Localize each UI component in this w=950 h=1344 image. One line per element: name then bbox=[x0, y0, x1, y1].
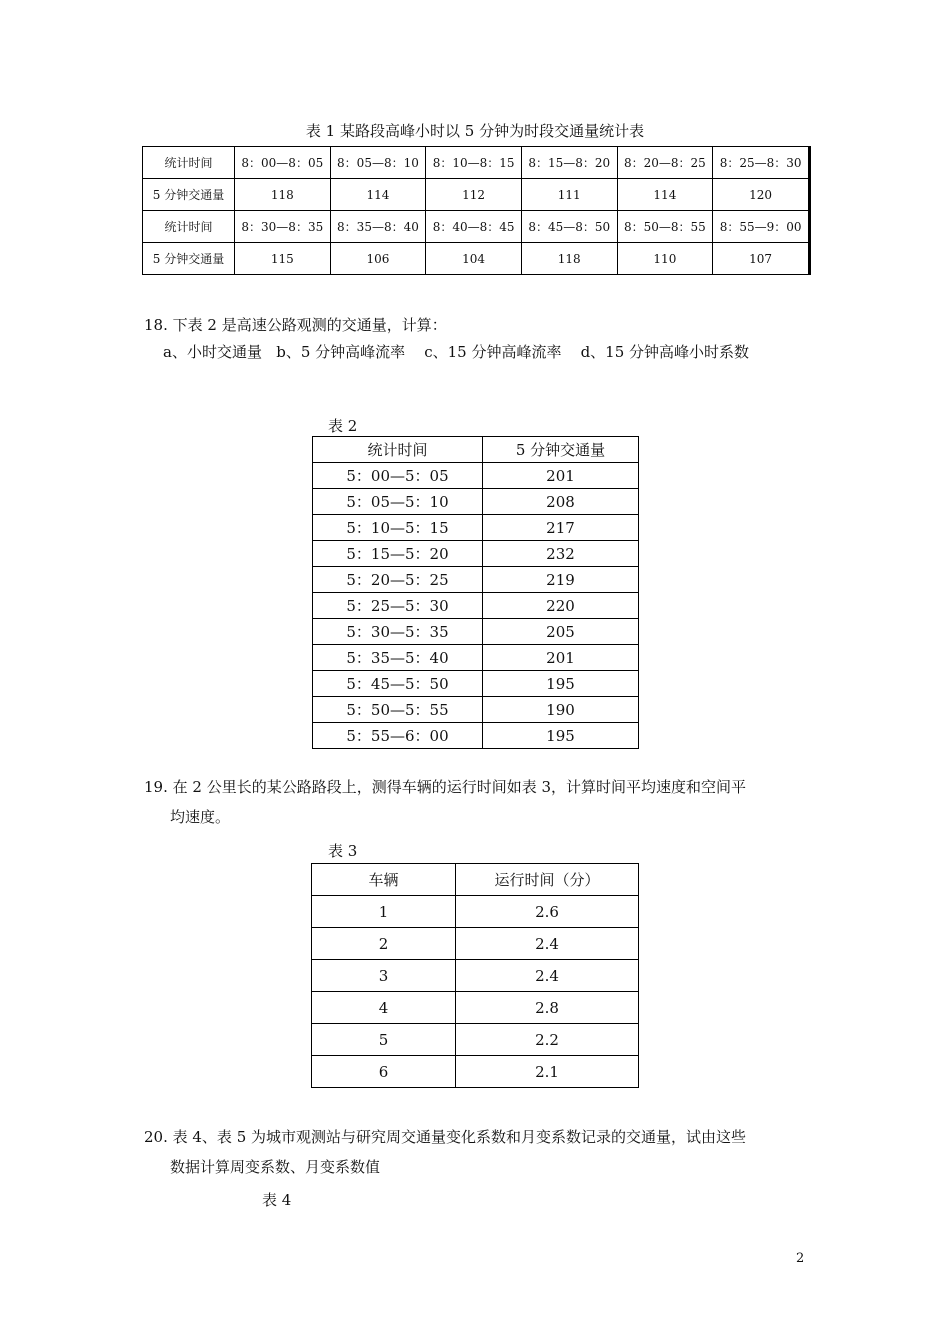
table-cell: 8：55—9：00 bbox=[713, 211, 810, 243]
table-cell: 统计时间 bbox=[143, 147, 235, 179]
table-header-cell: 5 分钟交通量 bbox=[483, 437, 639, 463]
table-row bbox=[312, 1056, 639, 1088]
table-cell: 3 bbox=[312, 960, 456, 992]
table-cell: 219 bbox=[483, 567, 639, 593]
table2-body bbox=[313, 437, 639, 749]
table-row bbox=[143, 179, 810, 211]
table-cell: 220 bbox=[483, 593, 639, 619]
table-cell: 5：35—5：40 bbox=[313, 645, 483, 671]
table-row bbox=[143, 211, 810, 243]
table-cell: 5：10—5：15 bbox=[313, 515, 483, 541]
table-row bbox=[312, 928, 639, 960]
table-cell: 2.8 bbox=[456, 992, 639, 1024]
table-cell: 107 bbox=[713, 243, 810, 275]
table-cell: 5 分钟交通量 bbox=[143, 179, 235, 211]
table-header-row bbox=[313, 437, 639, 463]
table1 bbox=[142, 146, 811, 275]
table-cell: 217 bbox=[483, 515, 639, 541]
table-cell: 106 bbox=[330, 243, 426, 275]
table4-caption: 表 4 bbox=[262, 1191, 292, 1209]
table-row bbox=[313, 697, 639, 723]
table-header-cell: 车辆 bbox=[312, 864, 456, 896]
table1-body bbox=[143, 147, 810, 275]
table-cell: 8：35—8：40 bbox=[330, 211, 426, 243]
table-row bbox=[143, 147, 810, 179]
table-cell: 8：15—8：20 bbox=[521, 147, 617, 179]
table-cell: 120 bbox=[713, 179, 810, 211]
table-cell: 190 bbox=[483, 697, 639, 723]
table-cell: 5：50—5：55 bbox=[313, 697, 483, 723]
table-cell: 8：50—8：55 bbox=[617, 211, 713, 243]
table-cell: 2 bbox=[312, 928, 456, 960]
table-row bbox=[143, 243, 810, 275]
table-cell: 118 bbox=[521, 243, 617, 275]
table-row bbox=[313, 671, 639, 697]
table3-caption: 表 3 bbox=[328, 842, 358, 860]
table-cell: 2.1 bbox=[456, 1056, 639, 1088]
table-cell: 5：00—5：05 bbox=[313, 463, 483, 489]
table-cell: 110 bbox=[617, 243, 713, 275]
table-cell: 5 bbox=[312, 1024, 456, 1056]
table-row bbox=[313, 593, 639, 619]
table-row bbox=[313, 489, 639, 515]
table-cell: 2.4 bbox=[456, 960, 639, 992]
table-cell: 8：25—8：30 bbox=[713, 147, 810, 179]
table-cell: 2.2 bbox=[456, 1024, 639, 1056]
table-cell: 8：20—8：25 bbox=[617, 147, 713, 179]
table-row bbox=[313, 463, 639, 489]
table-cell: 5：20—5：25 bbox=[313, 567, 483, 593]
table-header-row bbox=[312, 864, 639, 896]
table-row bbox=[313, 541, 639, 567]
table2-caption: 表 2 bbox=[328, 417, 358, 435]
table-cell: 112 bbox=[426, 179, 522, 211]
table-cell: 5：55—6：00 bbox=[313, 723, 483, 749]
table-cell: 8：45—8：50 bbox=[521, 211, 617, 243]
table-cell: 5：30—5：35 bbox=[313, 619, 483, 645]
table-cell: 208 bbox=[483, 489, 639, 515]
question-18: 18. 下表 2 是高速公路观测的交通量，计算： bbox=[144, 316, 447, 334]
table-cell: 6 bbox=[312, 1056, 456, 1088]
table-cell: 205 bbox=[483, 619, 639, 645]
page-number: 2 bbox=[796, 1251, 805, 1266]
table-row bbox=[313, 619, 639, 645]
table-cell: 8：00—8：05 bbox=[235, 147, 331, 179]
table-cell: 1 bbox=[312, 896, 456, 928]
table-cell: 104 bbox=[426, 243, 522, 275]
table-cell: 195 bbox=[483, 723, 639, 749]
table-cell: 8：40—8：45 bbox=[426, 211, 522, 243]
table-cell: 201 bbox=[483, 645, 639, 671]
table-row bbox=[312, 960, 639, 992]
table-row bbox=[313, 723, 639, 749]
table-cell: 2.4 bbox=[456, 928, 639, 960]
table1-caption: 表 1 某路段高峰小时以 5 分钟为时段交通量统计表 bbox=[305, 122, 645, 140]
table-header-cell: 统计时间 bbox=[313, 437, 483, 463]
table3-body bbox=[312, 864, 639, 1088]
table-cell: 115 bbox=[235, 243, 331, 275]
table-cell: 201 bbox=[483, 463, 639, 489]
table-cell: 195 bbox=[483, 671, 639, 697]
question-19: 19. 在 2 公里长的某公路路段上，测得车辆的运行时间如表 3，计算时间平均速度和空间平 bbox=[144, 778, 747, 796]
table-cell: 8：30—8：35 bbox=[235, 211, 331, 243]
table-row bbox=[313, 645, 639, 671]
table-cell: 232 bbox=[483, 541, 639, 567]
table2 bbox=[312, 436, 639, 749]
table-cell: 118 bbox=[235, 179, 331, 211]
table-cell: 5：05—5：10 bbox=[313, 489, 483, 515]
table-cell: 114 bbox=[617, 179, 713, 211]
table-header-cell: 运行时间（分） bbox=[456, 864, 639, 896]
question-19-continued: 均速度。 bbox=[170, 808, 231, 826]
table-cell: 114 bbox=[330, 179, 426, 211]
table-row bbox=[313, 515, 639, 541]
table-row bbox=[312, 1024, 639, 1056]
table-row bbox=[312, 992, 639, 1024]
table-cell: 统计时间 bbox=[143, 211, 235, 243]
table-cell: 111 bbox=[521, 179, 617, 211]
table-cell: 5：45—5：50 bbox=[313, 671, 483, 697]
table-cell: 5：25—5：30 bbox=[313, 593, 483, 619]
question-20: 20. 表 4、表 5 为城市观测站与研究周交通量变化系数和月变系数记录的交通量，试由这些 bbox=[144, 1128, 747, 1146]
table-cell: 5：15—5：20 bbox=[313, 541, 483, 567]
table3 bbox=[311, 863, 639, 1088]
question-18-items: a、小时交通量 b、5 分钟高峰流率 c、15 分钟高峰流率 d、15 分钟高峰小时系数 bbox=[163, 343, 750, 361]
table-cell: 2.6 bbox=[456, 896, 639, 928]
table-cell: 4 bbox=[312, 992, 456, 1024]
table-row bbox=[312, 896, 639, 928]
table-row bbox=[313, 567, 639, 593]
question-20-continued: 数据计算周变系数、月变系数值 bbox=[170, 1158, 381, 1176]
table-cell: 8：05—8：10 bbox=[330, 147, 426, 179]
table-cell: 8：10—8：15 bbox=[426, 147, 522, 179]
table-cell: 5 分钟交通量 bbox=[143, 243, 235, 275]
